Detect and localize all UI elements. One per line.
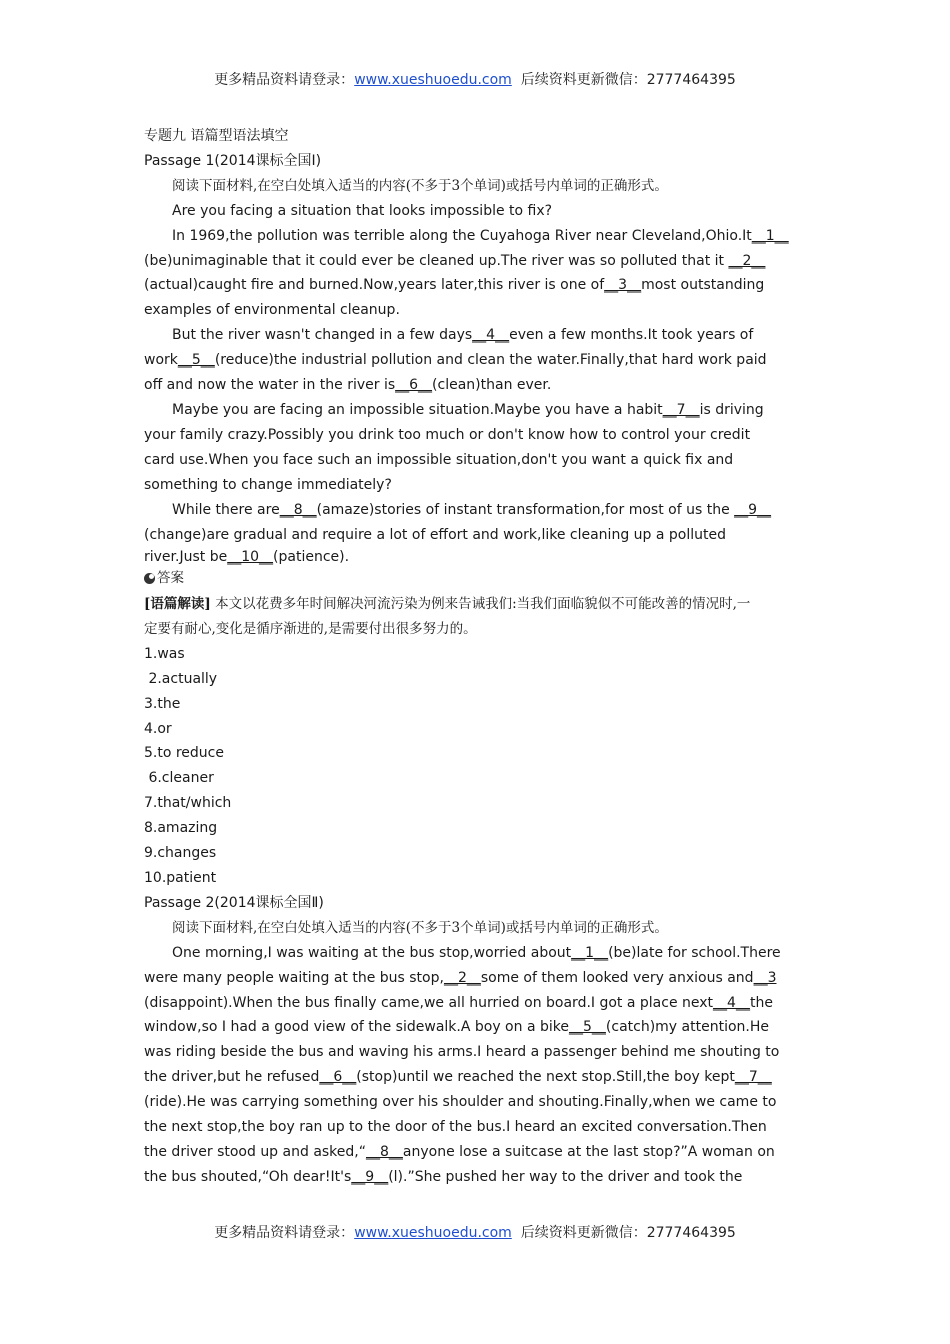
passage1-title: Passage 1(2014课标全国Ⅰ) <box>144 152 322 169</box>
p1-line: But the river wasn't changed in a few days__4__even a few months.It took years of <box>172 327 754 344</box>
answer-item: 2.actually <box>144 670 218 687</box>
p2-blank-4[interactable]: __4__ <box>713 994 750 1011</box>
answer-item: 1.was <box>144 645 185 662</box>
p1-line: something to change immediately? <box>144 476 392 493</box>
p1-line: off and now the water in the river is__6__(clean)than ever. <box>144 377 552 394</box>
header-suffix: 后续资料更新微信：2777464395 <box>511 72 736 88</box>
p2-blank-8[interactable]: __8__ <box>366 1143 403 1160</box>
p2-line: the driver stood up and asked,“__8__anyone lose a suitcase at the last stop?”A woman on <box>144 1143 775 1160</box>
analysis-line: [语篇解读] 本文以花费多年时间解决河流污染为例来告诫我们:当我们面临貌似不可能改善的情况时,一 <box>144 595 751 612</box>
blank-5[interactable]: __5__ <box>177 352 215 369</box>
answer-item: 7.that/which <box>144 795 232 812</box>
p2-blank-3[interactable]: __3 <box>753 969 777 986</box>
p2-line: the driver,but he refused__6__(stop)until we reached the next stop.Still,the boy kept__7__ <box>144 1069 772 1086</box>
p1-line: Are you facing a situation that looks impossible to fix? <box>172 202 553 219</box>
p2-line: the next stop,the boy ran up to the door of the bus.I heard an excited conversation.Then <box>144 1119 767 1136</box>
answer-item: 3.the <box>144 695 181 712</box>
p1-line: your family crazy.Possibly you drink too much or don't know how to control your credit <box>144 426 751 443</box>
p2-line: was riding beside the bus and waving his arms.I heard a passenger behind me shouting to <box>144 1044 780 1061</box>
blank-3[interactable]: __3__ <box>604 277 642 294</box>
p2-blank-2[interactable]: __2__ <box>443 969 481 986</box>
document-body <box>144 124 808 1190</box>
passage1-instruction: 阅读下面材料,在空白处填入适当的内容(不多于3个单词)或括号内单词的正确形式。 <box>172 177 668 194</box>
blank-2[interactable]: __2__ <box>728 252 766 269</box>
p1-line: (be)unimaginable that it could ever be cleaned up.The river was so polluted that it __2__ <box>144 252 766 269</box>
answer-item: 10.patient <box>144 869 217 886</box>
analysis-line: 定要有耐心,变化是循序渐进的,是需要付出很多努力的。 <box>144 620 477 637</box>
blank-4[interactable]: __4__ <box>472 327 510 344</box>
p1-line: card use.When you face such an impossible situation,don't you want a quick fix and <box>144 451 734 468</box>
p1-line: (change)are gradual and require a lot of effort and work,like cleaning up a polluted <box>144 526 726 543</box>
p2-line: (ride).He was carrying something over his shoulder and shouting.Finally,when we came to <box>144 1094 777 1111</box>
p1-line: river.Just be__10__(patience). <box>144 549 350 566</box>
passage2-title: Passage 2(2014课标全国Ⅱ) <box>144 894 324 911</box>
footer-link[interactable]: www.xueshuoedu.com <box>354 1225 512 1241</box>
answer-heading: 答案 <box>144 567 808 591</box>
blank-8[interactable]: __8__ <box>279 501 317 518</box>
p1-line: (actual)caught fire and burned.Now,years later,this river is one of__3__most outstanding <box>144 277 765 294</box>
page-header <box>0 71 950 89</box>
p2-blank-1[interactable]: __1__ <box>571 944 609 961</box>
answer-item: 8.amazing <box>144 820 218 837</box>
answer-icon <box>144 573 155 584</box>
p2-line: the bus shouted,“Oh dear!It's__9__(l).”She pushed her way to the driver and took the <box>144 1168 743 1185</box>
answer-item: 5.to reduce <box>144 745 224 762</box>
header-prefix: 更多精品资料请登录： <box>214 72 355 88</box>
p2-blank-6[interactable]: __6__ <box>319 1069 357 1086</box>
passage2-instruction: 阅读下面材料,在空白处填入适当的内容(不多于3个单词)或括号内单词的正确形式。 <box>172 919 668 936</box>
p1-line: work__5__(reduce)the industrial pollution and clean the water.Finally,that hard work paid <box>144 352 767 369</box>
blank-1[interactable]: __1__ <box>751 227 789 244</box>
blank-9[interactable]: __9__ <box>734 501 772 518</box>
answer-item: 4.or <box>144 720 172 737</box>
blank-6[interactable]: __6__ <box>395 377 433 394</box>
footer-suffix: 后续资料更新微信：2777464395 <box>511 1225 736 1241</box>
header-link[interactable]: www.xueshuoedu.com <box>354 72 512 88</box>
blank-10[interactable]: __10__ <box>227 549 274 566</box>
p2-line: One morning,I was waiting at the bus stop,worried about__1__(be)late for school.There <box>172 944 781 961</box>
analysis-label: [语篇解读] <box>144 595 211 612</box>
p2-blank-9[interactable]: __9__ <box>351 1168 389 1185</box>
p1-line: While there are__8__(amaze)stories of instant transformation,for most of us the __9__ <box>172 501 772 518</box>
p1-line: examples of environmental cleanup. <box>144 302 400 319</box>
blank-7[interactable]: __7__ <box>662 401 700 418</box>
p2-line: were many people waiting at the bus stop,__2__some of them looked very anxious and__3 <box>144 969 777 986</box>
p2-line: (disappoint).When the bus finally came,we all hurried on board.I got a place next__4__the <box>144 994 773 1011</box>
page-footer <box>0 1224 950 1242</box>
p2-blank-5[interactable]: __5__ <box>568 1019 606 1036</box>
answer-item: 9.changes <box>144 845 217 862</box>
p2-blank-7[interactable]: __7__ <box>734 1069 772 1086</box>
p1-line: Maybe you are facing an impossible situation.Maybe you have a habit__7__is driving <box>172 401 764 418</box>
p1-line: In 1969,the pollution was terrible along the Cuyahoga River near Cleveland,Ohio.It__1__ <box>172 227 789 244</box>
footer-prefix: 更多精品资料请登录： <box>214 1225 355 1241</box>
p2-line: window,so I had a good view of the sidewalk.A boy on a bike__5__(catch)my attention.He <box>144 1019 769 1036</box>
topic-title: 专题九 语篇型语法填空 <box>144 128 289 144</box>
answer-item: 6.cleaner <box>144 770 214 787</box>
